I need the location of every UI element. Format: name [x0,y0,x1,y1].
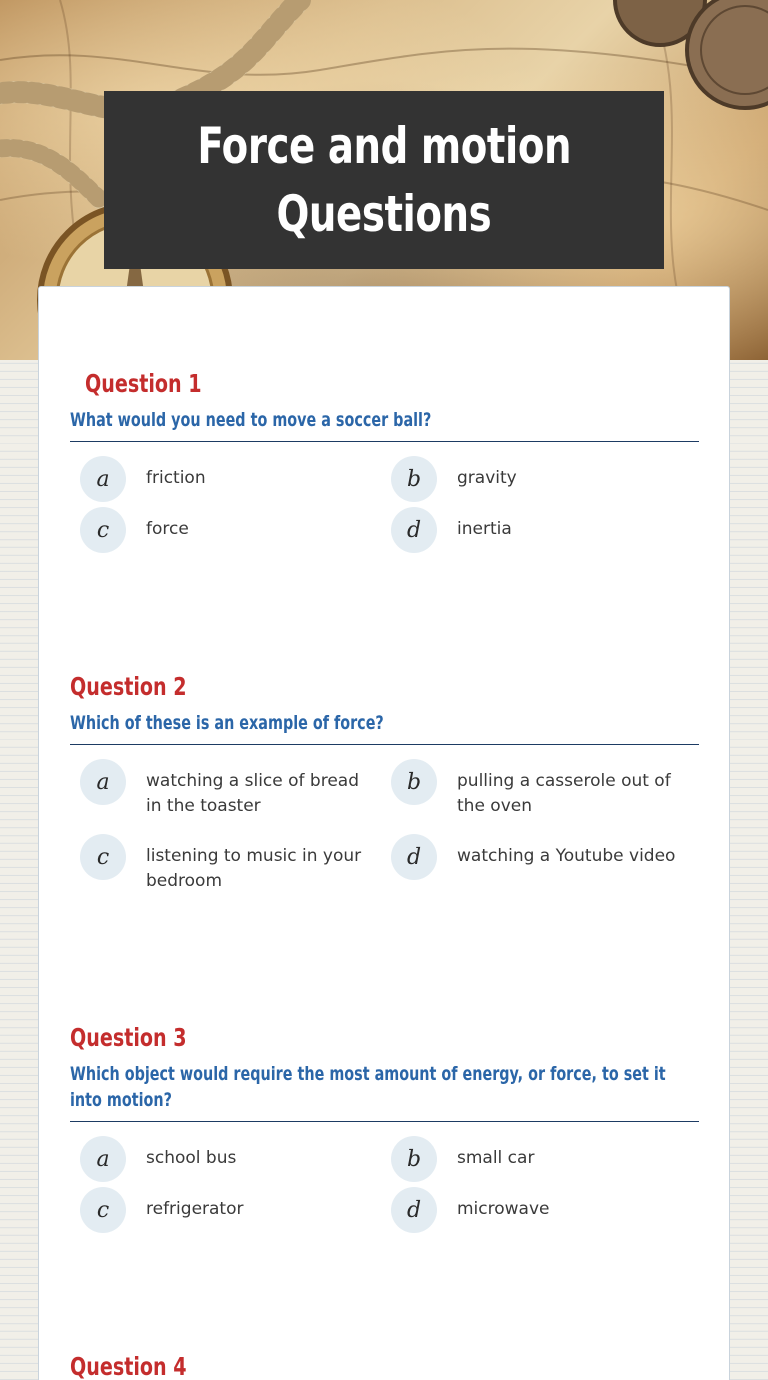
question-label: Question 4 [70,1352,187,1380]
question-label: Question 3 [70,1023,187,1052]
page-title-line-1: Force and motion [197,117,571,175]
option-letter-badge: c [80,507,126,553]
option-letter-badge: d [391,1187,437,1233]
option-text: listening to music in your bedroom [146,846,362,891]
option-letter-badge: d [391,507,437,553]
page-title-line-2: Questions [276,185,492,243]
question-label: Question 1 [85,369,202,398]
question-text: What would you need to move a soccer ball? [70,409,432,431]
title-box [104,91,664,269]
question-label: Question 2 [70,672,187,701]
option-text: inertia [457,519,512,539]
answer-options [70,1136,700,1236]
option-text: school bus [146,1148,237,1168]
option-letter-badge: b [391,759,437,805]
option-text: gravity [457,468,517,488]
option-letter-badge: b [391,456,437,502]
answer-options [70,759,700,899]
worksheet-paper [38,286,730,1380]
question-1 [70,369,700,556]
option-letter-badge: b [391,1136,437,1182]
answer-options [70,456,700,556]
option-letter-badge: a [80,456,126,502]
option-letter-badge: a [80,1136,126,1182]
option-letter-badge: c [80,1187,126,1233]
option-letter-badge: a [80,759,126,805]
option-text: friction [146,468,206,488]
option-text: microwave [457,1199,550,1219]
question-divider [70,1121,699,1122]
option-text: pulling a casserole out of the oven [457,771,671,816]
question-4 [70,1352,700,1380]
question-2 [70,672,700,899]
option-text: watching a Youtube video [457,846,676,866]
question-text: Which of these is an example of force? [70,712,384,734]
question-3 [70,1023,700,1236]
question-divider [70,744,699,745]
option-text: force [146,519,189,539]
question-divider [70,441,699,442]
option-text: watching a slice of bread in the toaster [146,771,359,816]
option-text: refrigerator [146,1199,244,1219]
option-letter-badge: d [391,834,437,880]
option-text: small car [457,1148,535,1168]
question-text: Which object would require the most amount of energy, or force, to set it into motion? [70,1063,666,1111]
option-letter-badge: c [80,834,126,880]
